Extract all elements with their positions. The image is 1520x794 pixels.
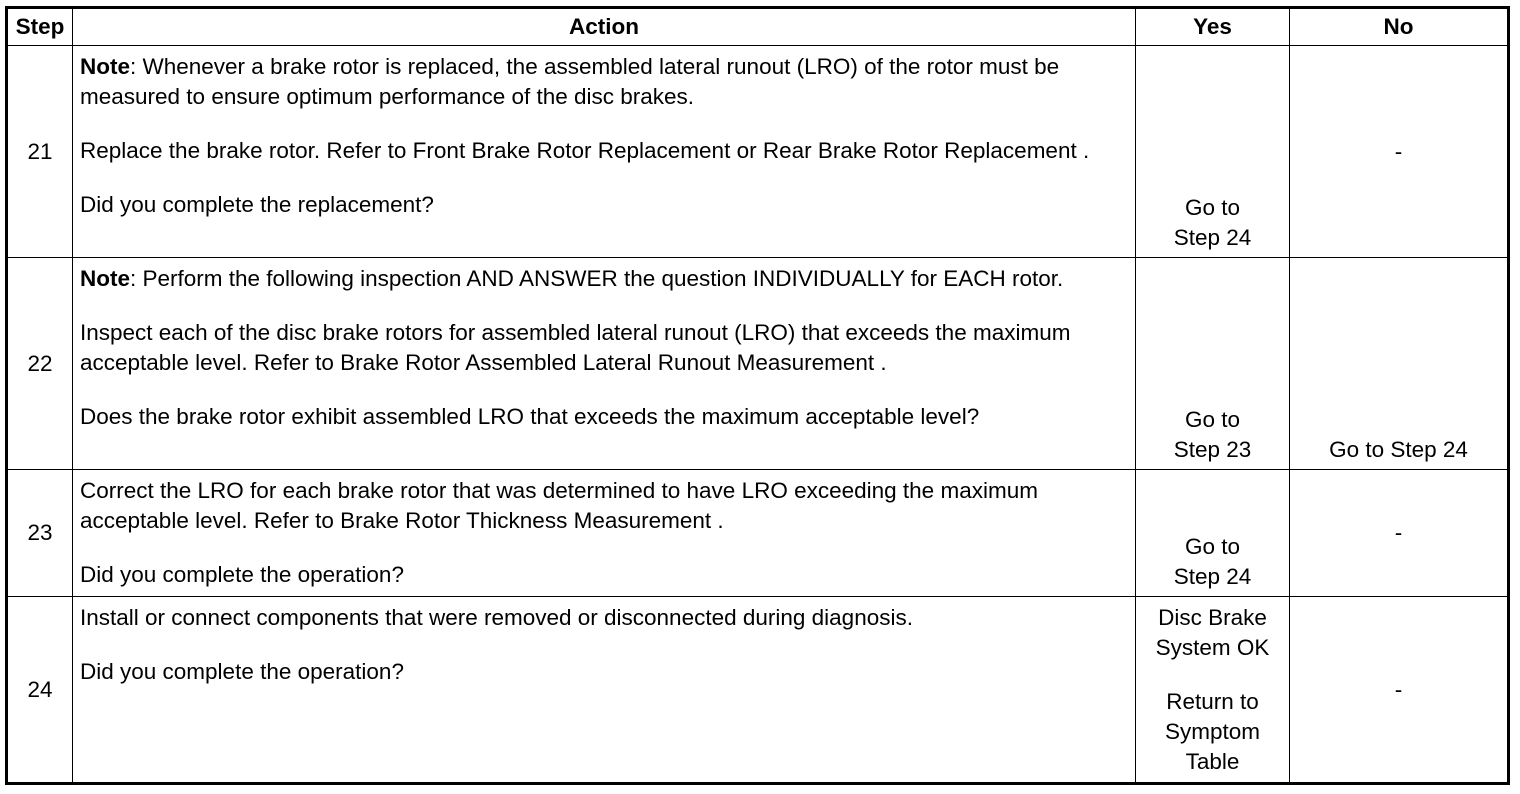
action-cell <box>73 470 1136 597</box>
yes-line: Symptom <box>1164 719 1261 744</box>
step-number: 24 <box>7 597 73 784</box>
yes-line: Table <box>1185 749 1240 774</box>
yes-result-ok <box>1142 603 1283 663</box>
note-label: Note <box>80 54 130 79</box>
step-number: 21 <box>7 46 73 258</box>
instruction-text: Inspect each of the disc brake rotors for assembled lateral runout (LRO) that exceeds the maximum acceptable level. Refer to Brake Rotor Assembled Lateral Runout Measurement . <box>80 320 1071 375</box>
note-paragraph <box>80 52 1127 112</box>
question-text: Did you complete the operation? <box>80 659 404 684</box>
yes-line: Return to <box>1166 689 1259 714</box>
yes-line: Step 23 <box>1173 437 1252 462</box>
question-text: Did you complete the operation? <box>80 562 404 587</box>
header-action: Action <box>73 8 1136 46</box>
yes-cell <box>1136 46 1290 258</box>
yes-line: Step 24 <box>1173 225 1252 250</box>
table-row <box>7 470 1509 597</box>
note-text: : Perform the following inspection AND ANSWER the question INDIVIDUALLY for EACH rotor. <box>130 266 1064 291</box>
table-row <box>7 258 1509 470</box>
diagnostic-table <box>5 6 1510 785</box>
yes-line: Go to <box>1184 407 1241 432</box>
yes-line: Go to <box>1184 534 1241 559</box>
yes-cell <box>1136 470 1290 597</box>
note-text: : Whenever a brake rotor is replaced, the assembled lateral runout (LRO) of the rotor must be measured to ensure optimum performance of the disc brakes. <box>80 54 1060 109</box>
table-row <box>7 597 1509 784</box>
yes-cell <box>1136 597 1290 784</box>
header-row <box>7 8 1509 46</box>
note-label: Note <box>80 266 130 291</box>
instruction-text: Install or connect components that were removed or disconnected during diagnosis. <box>80 605 913 630</box>
yes-line: System OK <box>1155 635 1270 660</box>
instruction-text: Replace the brake rotor. Refer to Front Brake Rotor Replacement or Rear Brake Rotor Replacement . <box>80 138 1090 163</box>
yes-line: Go to <box>1184 195 1241 220</box>
action-cell <box>73 597 1136 784</box>
action-cell <box>73 46 1136 258</box>
question-text: Did you complete the replacement? <box>80 192 434 217</box>
instruction-text: Correct the LRO for each brake rotor that was determined to have LRO exceeding the maximum acceptable level. Refer to Brake Rotor Thickness Measurement . <box>80 478 1038 533</box>
yes-line: Disc Brake <box>1158 605 1267 630</box>
question-text: Does the brake rotor exhibit assembled LRO that exceeds the maximum acceptable level? <box>80 404 980 429</box>
header-no: No <box>1290 8 1509 46</box>
header-yes: Yes <box>1136 8 1290 46</box>
yes-line: Step 24 <box>1173 564 1252 589</box>
header-step: Step <box>7 8 73 46</box>
no-cell: - <box>1290 470 1509 597</box>
step-number: 22 <box>7 258 73 470</box>
no-cell: - <box>1290 597 1509 784</box>
yes-cell <box>1136 258 1290 470</box>
no-cell: Go to Step 24 <box>1290 258 1509 470</box>
no-cell: - <box>1290 46 1509 258</box>
step-number: 23 <box>7 470 73 597</box>
note-paragraph <box>80 264 1127 294</box>
yes-result-return <box>1142 687 1283 777</box>
table-row <box>7 46 1509 258</box>
action-cell <box>73 258 1136 470</box>
